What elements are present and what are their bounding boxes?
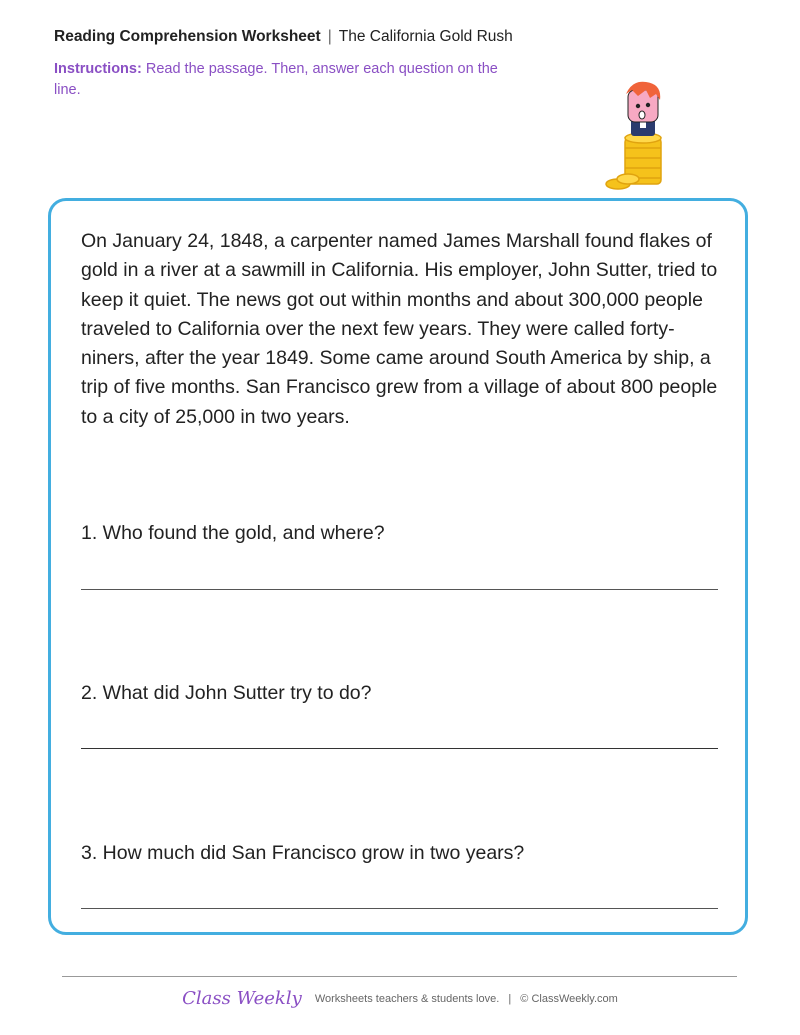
question-2: 2. What did John Sutter try to do? [81, 682, 372, 704]
answer-line-1[interactable] [81, 589, 718, 590]
brand-logo: Class Weekly [182, 988, 302, 1009]
instructions [54, 59, 514, 101]
question-1: 1. Who found the gold, and where? [81, 522, 385, 544]
question-3: 3. How much did San Francisco grow in two years? [81, 842, 525, 864]
footer-separator: | [508, 993, 512, 1005]
footer-divider [62, 976, 737, 977]
footer-copyright: © ClassWeekly.com [520, 993, 618, 1005]
header-separator: | [327, 28, 332, 45]
answer-line-2[interactable] [81, 748, 718, 749]
instructions-text: Read the passage. Then, answer each question on the line. [54, 61, 498, 98]
answer-line-3[interactable] [81, 908, 718, 909]
instructions-label: Instructions: [54, 61, 142, 77]
worksheet-subtitle: The California Gold Rush [338, 28, 513, 45]
footer-tagline: Worksheets teachers & students love. [314, 993, 500, 1005]
worksheet-header [54, 28, 513, 46]
gold-coins-character-icon [600, 78, 672, 196]
worksheet-title: Reading Comprehension Worksheet [54, 28, 321, 45]
footer [0, 988, 800, 1009]
reading-passage: On January 24, 1848, a carpenter named James Marshall found flakes of gold in a river at a sawmill in California. His employer, John Sutter, tried to keep it quiet. The news got out within months and about 300,000 people traveled to California over the next few years. They were called forty-niners, after the year 1849. Some came around South America by ship, a trip of five months. San Francisco grew from a village of about 800 people to a city of 25,000 in two years. [81, 230, 718, 428]
